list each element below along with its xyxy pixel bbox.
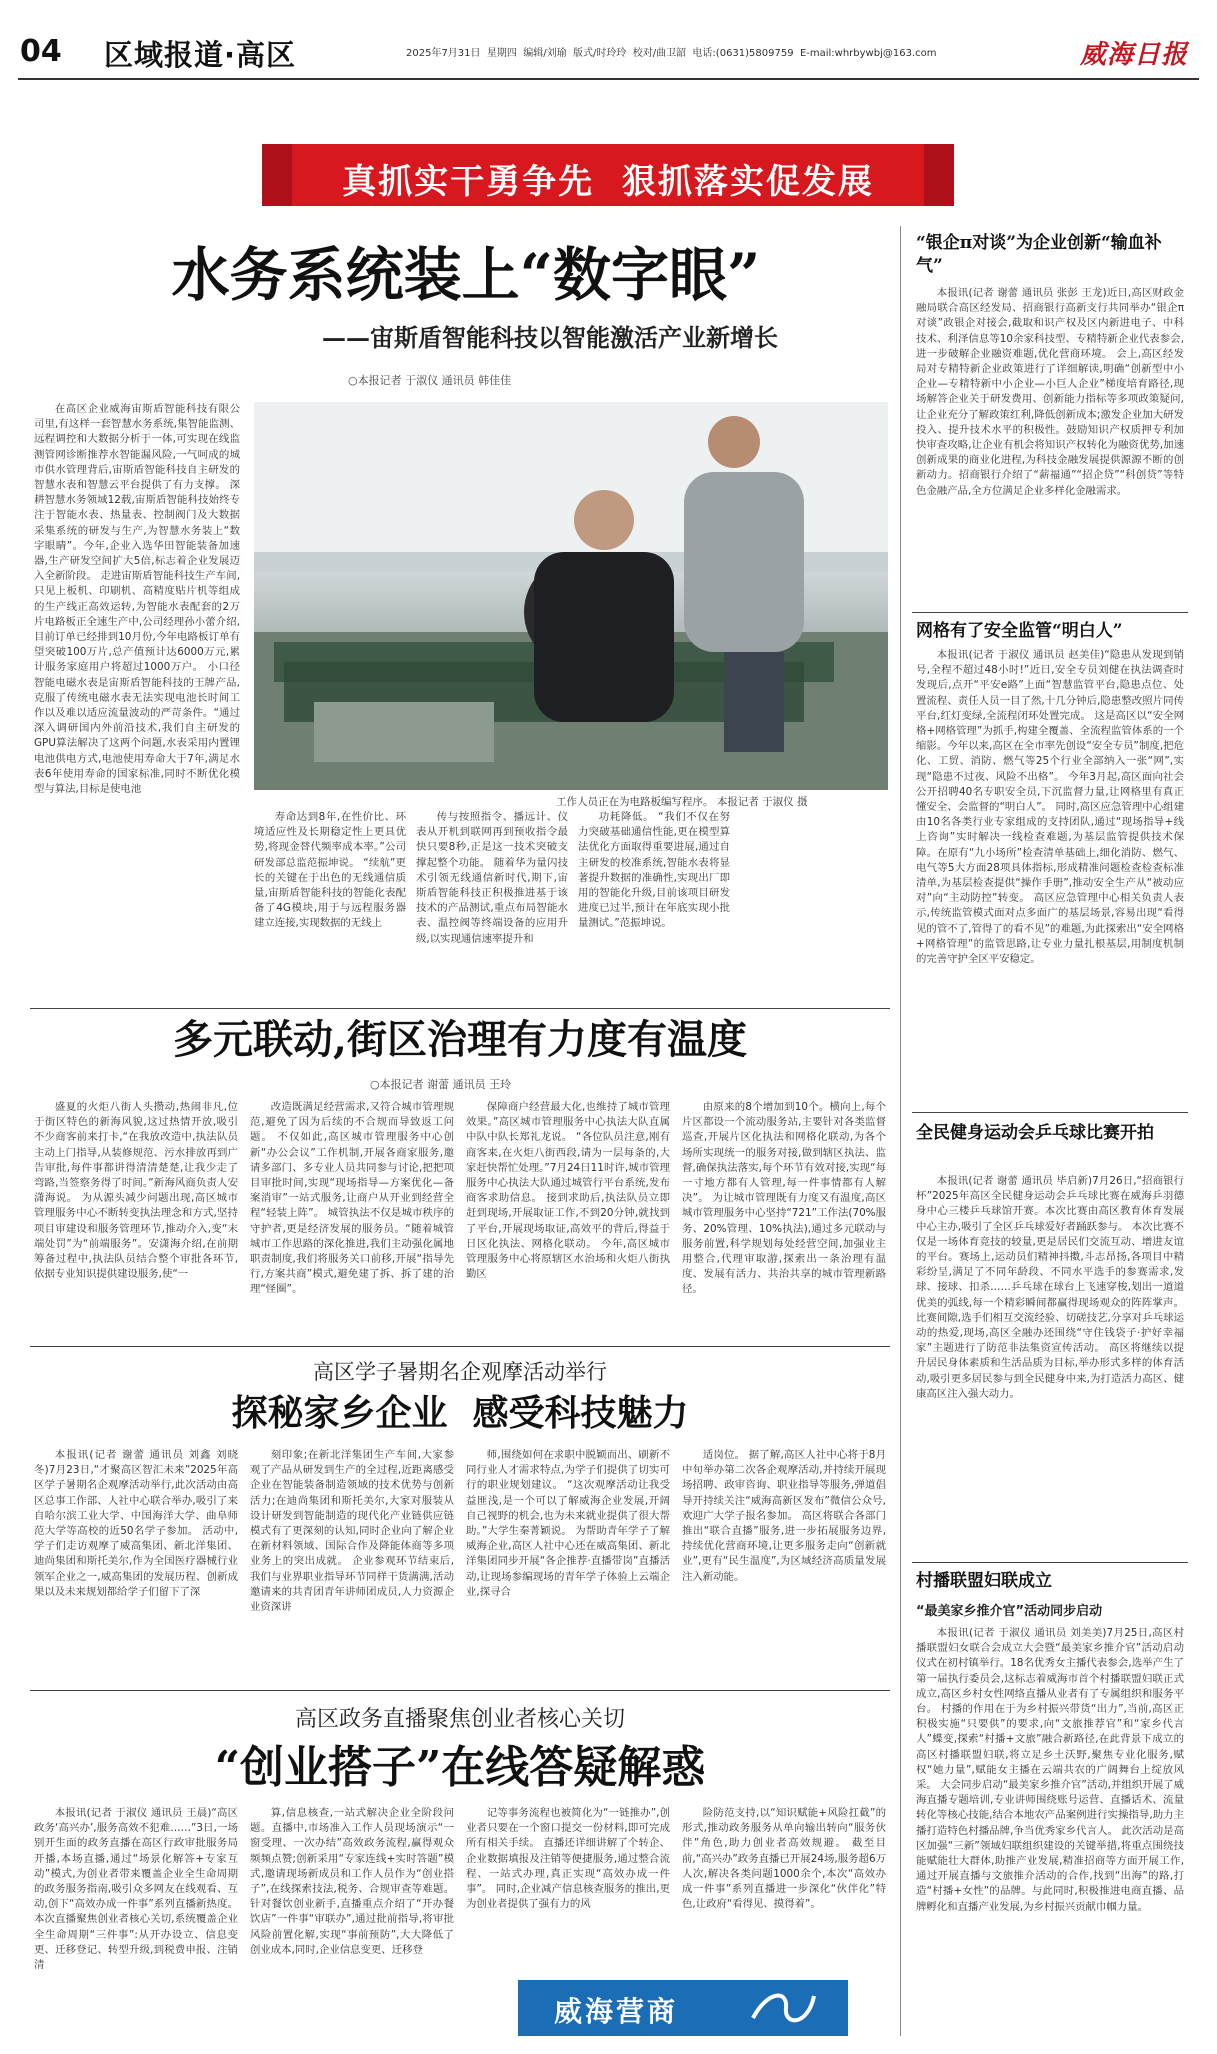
sidebar-story3-title: 全民健身运动会乒乓球比赛开拍 — [916, 1123, 1154, 1143]
article2-headline: 多元联动,街区治理有力度有温度 — [173, 1016, 747, 1063]
logo-swirl — [748, 1988, 818, 2032]
sidebar-story3-body — [916, 1174, 1184, 1556]
lead-col3-text: 传与按照指令、播远计、仪表从开机到联网再到预收指令最快只要8秒,正是这一技术突破支撑起整个功能。 随着华为量闪技术引领无线通信新时代,期下,宙斯盾智能科技正积极推进基于该技术的产品测试,重点布局智能水表、温控阀等终端设备的应用升级,以实现通信速率提升和 — [416, 811, 568, 945]
divider — [912, 612, 1188, 613]
article4-kicker: 高区政务直播聚焦创业者核心关切 — [294, 1707, 625, 1732]
article4-column-2 — [250, 1806, 454, 2046]
article4-col1-text: 本报讯(记者 于淑仪 通讯员 王晨)“高区政务‘高兴办’,服务高效不犯难……”3日,一场别开生面的政务直播在高区行政审批服务局开播,本场直播,通过“场景化解答+专家互动”模式,为创业者带来覆盖企业全生命周期的政务服务指南,吸引众多网友在线观看、互动,创下“高效办成一件事”系列直播新热度。 本次直播聚焦创业者核心关切,系统覆盖企业全生命周期“三件事”:从开办设立、信息变更、迁移登记、转型升级,到税费申报、注销清 — [34, 1807, 238, 1972]
sidebar-story3-text: 本报讯(记者 谢蕾 通讯员 毕启新)7月26日,“招商银行杯”2025年高区全民健身运动会乒乓球比赛在威海乒羽德身中心三楼乒乓球馆开赛。本次比赛由高区教育体育发展中心主办,吸引了全区乒乓球爱好者踊跃参与。 本次比赛不仅是一场体育竞技的较量,更是居民们交流互动、增进友谊的平台。赛场上,运动员们精神抖擞,斗志昂扬,各项目中精彩纷呈,满足了不同年龄段、不同水平选手的参赛需求,发球、接球、扣杀……乒乓球在球台上飞速穿梭,划出一道道优美的弧线,每一个精彩瞬间都赢得现场观众的阵阵掌声。 比赛间隙,选手们相互交流经验、切磋技艺,分享对乒乓球运动的热爱,现场,高区全融办还围绕“守住钱袋子·护好幸福家”主题进行了防范非法集资宣传活动。 高区将继续以提升居民身体素质和生活品质为目标,举办形式多样的体育活动,吸引更多居民参与到全民健身中来,为打造活力高区、健康高区注入强大动力。 — [916, 1175, 1184, 1400]
sidebar-story1-title: “银企π对谈”为企业创新“输血补气” — [916, 233, 1162, 276]
lead-photo — [254, 402, 888, 790]
sidebar-story2-body — [916, 648, 1184, 1106]
sidebar-story2-title: 网格有了安全监管“明白人” — [916, 621, 1123, 641]
lead-col1-text: 在高区企业威海宙斯盾智能科技有限公司里,有这样一套智慧水务系统,集智能监测、远程调控和大数据分析于一体,可实现在线监测管网诊断推荐水智能漏风险,一气呵成的城市供水管理背后,宙斯盾智能科技自主研发的智慧水表和智慧云平台提供了有力支撑。 深耕智慧水务领域12载,宙斯盾智能科技始终专注于智能水表、热量表、控制阀门及大数据采集系统的研发与生产,为智慧水务装上“数字眼睛”。今年,企业入选华田智能装备加速器,生产研发空间扩大5倍,标志着企业发展迈入全新阶段。 走进宙斯盾智能科技生产车间,只见上板机、印刷机、高精度贴片机等组成的生产线正高效运转,为智能水表配套的2万片电路板正全速生产中,公司经理孙小蕾介绍,目前订单已经排到10月份,今年电路板订单有望突破100万片,总产值预计达6000万元,累计服务家庭用户将超过1000万户。 小口径智能电磁水表是宙斯盾智能科技的王牌产品,克服了传统电磁水表无法实现电池长时间工作以及难以适应流量波动的严苛条件。“通过深入调研国内外前沿技术,我们自主研发的GPU算法解决了这两个问题,水表采用内置锂电池供电方式,电池使用寿命大于7年,满足水表6年使用寿命的国家标准,同时不断优化模型与算法,目标是使电池 — [34, 403, 240, 796]
header-meta: 2025年7月31日 星期四 编辑/刘瑜 版式/时玲玲 校对/曲卫韶 电话:(0631)5809759 E-mail:whrbywbj@163.com — [406, 48, 937, 59]
lead-col2-text: 寿命达到8年,在性价比、环境适应性及长期稳定性上更具优势,将现金替代频率成本率。”公司研发部总监范振坤说。 “续航”更长的关键在于出色的无线通信质量,宙斯盾智能科技的智能化表配备了4G模块,用于与远程服务器建立连接,实现数据的无线上 — [254, 811, 406, 930]
photo-caption: 工作人员正在为电路板编写程序。 本报记者 于淑仪 摄 — [556, 796, 808, 808]
article3-column-3 — [466, 1448, 670, 1666]
photo-scene — [254, 402, 888, 790]
article4-column-4 — [682, 1806, 886, 1978]
article3-headline: 探秘家乡企业 感受科技魅力 — [231, 1392, 689, 1434]
article3-kicker: 高区学子暑期名企观摩活动举行 — [313, 1360, 607, 1384]
lead-col4-text: 功耗降低。 “我们不仅在努力突破基础通信性能,更在模型算法优化方面取得重要进展,通过自主研发的校准系统,智能水表将显著提升数据的准确性,实现出厂即用的智能化升级,目前该项目研发进度已过半,预计在年底实现小批量测试。”范振坤说。 — [578, 811, 730, 930]
lead-headline: 水务系统装上“数字眼” — [171, 241, 761, 309]
article3-column-1 — [34, 1448, 238, 1666]
article2-col1-text: 盛夏的火炬八街人头攒动,热闹非凡,位于街区特色的新海风貌,这过热情开放,吸引不少商客前来打卡,“在我放改造中,执法队员主动上门指导,从装修规范、污水排放再到广告审批,每件事都讲得清清楚楚,让我少走了弯路,当签察务得了时间。”新海风商负责人安潇海说。 为从源头减少问题出现,高区城市管理服务中心不断转变执法理念和方式,坚持项目审建设和服务管理环节,推动介入,变“末端处罚”为“前端服务”。安潇海介绍,在前期筹备过程中,执法队员结合整个审批各环节,依据专业知识提供建设服务,使“一 — [34, 1101, 238, 1281]
page-number: 04 — [20, 34, 62, 69]
article2-byline: ○本报记者 谢蕾 通讯员 王玲 — [370, 1078, 512, 1091]
lead-column-4 — [578, 810, 730, 1000]
article3-col1-text: 本报讯(记者 谢蕾 通讯员 刘鑫 刘晓冬)7月23日,“才聚高区智汇未来”2025年高区学子暑期名企观摩活动举行,此次活动由高区总事工作部、人社中心联合举办,吸引了来自哈尔滨工业大学、中国海洋大学、曲阜师范大学等高校的近50名学子参加。 活动中,学子们走访观摩了威高集团、新北洋集团、迪尚集团和斯托美尔,作为全国医疗器械行业领军企业之一,威高集团的发展历程、创新成果以及未来规划都给学子们留下了深 — [34, 1449, 238, 1598]
article4-col4-text: 险防范支持,以“知识赋能+风险扛截”的形式,推动政务服务从单向输出转向“服务伙伴”角色,助力创业者高效规避。 截至目前,“高兴办”政务直播已开展24场,服务超6万人次,解决各类问题1000余个,本次“高效办成一件事”系列直播进一步深化“伙伴化”特色,让政府“看得见、摸得着”。 — [682, 1807, 886, 1911]
sidebar-story1-text: 本报讯(记者 谢蕾 通讯员 张彭 王龙)近日,高区财政金融局联合高区经发局、招商银行高新支行共同举办“银企π对谈”政银企对接会,截取和识产权及区内新进电子、中科技术、利泽信息等10余家科技型、专精特新企业代表参会,进一步破解企业融资难题,优化营商环境。 会上,高区经发局对专精特新企业政策进行了详细解读,明确“创新型中小企业—专精特新中小企业—小巨人企业”梯度培育路径,现场解答企业关于研发费用、创新能力指标等多项政策疑问,让企业充分了解政策红利,降低创新成本;激发企业加大研发投入、提升技术水平的积极性。鼓励知识产权质押专利加快审查攻略,让企业有机会将知识产权转化为融资优势,加速创新成果的商业化进程,为科技金融发展提供源源不断的创新动力。招商银行介绍了“薪福通”“招企贷”“科创贷”等特色金融产品,全方位满足企业多样化金融需求。 — [916, 287, 1184, 497]
article2-col2-text: 改造既满足经营需求,又符合城市管理规范,避免了因为后续的不合规而导致返工问题。 不仅如此,高区城市管理服务中心创新“办公会议”工作机制,开展各商家服务,邀请多部门、多专业人员共同参与讨论,把把项目审批时间,实现“现场指导—方案优化—备案消审”一站式服务,让商户从开业到经营全程“轻装上阵”。 城管执法不仅是城市秩序的守护者,更是经济发展的服务员。“随着城管城市工作思路的深化推进,我们主动强化属地职责制度,我们将服务关口前移,开展“指导先行,方案共商”模式,避免建了拆、拆了建的治理“怪圈”。 — [250, 1101, 454, 1296]
divider — [912, 1112, 1188, 1113]
slogan-banner — [262, 144, 954, 206]
article4-headline: “创业搭子”在线答疑解惑 — [214, 1742, 706, 1793]
business-logo-text: 威海营商 — [554, 1995, 679, 2028]
lead-byline: ○本报记者 于淑仪 通讯员 韩佳佳 — [348, 374, 512, 387]
sidebar-story1-body — [916, 286, 1184, 606]
article3-column-4 — [682, 1448, 886, 1666]
divider — [30, 1690, 890, 1691]
lead-column-1 — [34, 402, 240, 1000]
page-header — [0, 0, 1217, 78]
article2-column-2 — [250, 1100, 454, 1310]
sidebar-story4-title: 村播联盟妇联成立 — [916, 1571, 1052, 1591]
divider — [30, 1346, 890, 1347]
lead-column-2 — [254, 810, 406, 1000]
article2-column-1 — [34, 1100, 238, 1310]
article4-col3-text: 记等事务流程也被简化为“一链推办”,创业者只要在一个窗口提交一份材料,即可完成所有相关手续。 直播还详细讲解了个转企、企业数据填报及注销等便捷服务,通过整合流程、一站式办理,真正实现“高效办成一件事”。 同时,企业减产信息核查服务的推出,更为创业者提供了强有力的风 — [466, 1807, 670, 1911]
sidebar-story2-text: 本报讯(记者 于淑仪 通讯员 赵美佳)“隐患从发现到销号,全程不超过48小时!”近日,安全专员刘健在执法调查时发现后,点开“平安e路”上面“智慧监管平台,隐患点位、处置流程、责任人员一目了然,十几分钟后,隐患整改照片同传平台,红灯变绿,全流程闭环处置完成。 这是高区以“安全网格+网格管理”为抓手,构建全覆盖、全流程监管体系的一个缩影。今年以来,高区在全市率先创设“安全专员”制度,把危化、工贸、消防、燃气等25个行业全部纳入一张“网”,实现“隐患不过夜、风险不出格”。 今年3月起,高区面向社会公开招聘40名专职安全员,下沉监督力量,让网格里有真正懂安全、会监督的“明白人”。 同时,高区应急管理中心组建由10名各类行业专家组成的支持团队,通过“现场指导+线上咨询”实时解决一线检查难题,为基层监管提供技术保障。在原有“九小场所”检查清单基础上,细化消防、燃气、电气等5大方面28项具体指标,形成精准问题检查检查标准清单,为基层检查提供“操作手册”,推动安全生产从“被动应对”向“主动防控”转变。 高区应急管理中心相关负责人表示,传统监管模式面对点多面广的基层场景,容易出现“看得见的管不了,管得了的看不见”的难题,为此探索出“安全网格+网格管理”的监管思路,让专业力量扎根基层,用制度机制的完善守护全区平安稳定。 — [916, 649, 1184, 966]
article4-col2-text: 算,信息核查,一站式解决企业全阶段问题。直播中,市场准入工作人员现场演示“一窗受理、一次办结”高效政务流程,赢得观众频频点赞;创新采用“专家连线+实时答题”模式,邀请现场新成员和工作人员作为“创业搭子”,在线探索技法,税务、合规审查等难题。 针对餐饮创业新手,直播重点介绍了“开办餐饮店”一件事“审联办”,通过批前指导,将审批风险前置化解,实现“事前预防”,大大降低了创业成本,同时,企业信息变更、迁移登 — [250, 1807, 454, 1956]
article2-column-4 — [682, 1100, 886, 1310]
article2-col4-text: 由原来的8个增加到10个。横向上,每个片区都设一个流动服务站,主要针对各类监督巡查,开展片区化执法和网格化联动,为各个场所实现统一的服务对接,做到辖区执法、监督,确保执法落实,每个环节有效对接,实现“每一寸地方都有人管理,每一件事情都有人解决”。 为让城市管理既有力度又有温度,高区城市管理服务中心坚持“721”工作法(70%服务、20%管理、10%执法),通过多元联动与服务前置,科学规划每处经营空间,加强业主用整合,代理审取游,探索出一条治理有温度、发展有活力、共治共享的城市管理新路径。 — [682, 1101, 886, 1296]
article3-column-2 — [250, 1448, 454, 1666]
section-name: 区域报道·高区 — [104, 38, 297, 72]
article4-column-1 — [34, 1806, 238, 2046]
sidebar-story4-text: 本报讯(记者 于淑仪 通讯员 刘美美)7月25日,高区村播联盟妇女联合会成立大会暨“最美家乡推介官”活动启动仪式在初村镇举行。18名优秀女主播代表参会,选举产生了第一届执行委员会,这标志着威海市首个村播联盟妇联正式成立,高区乡村女性网络直播从业者有了专属组织和服务平台。 村播的作用在于为乡村振兴带货“出力”,当前,高区正积极实施“只要供”的要求,向“文旅推荐官”和“家乡代言人”蝶变,探索“村播+文旅”融合新路径,在此背景下成立的高区村播联盟妇联,将立足乡土沃野,聚焦专业化服务,赋权“她力量”,赋能女主播在云端共农的广阔舞台上绽放风采。 大会同步启动“最美家乡推介官”活动,并组织开展了威海直播专题培训,专业讲师围绕账号运营、直播话术、流量转化等核心技能,结合本地农产品案例进行实操指导,助力主播打造特色村播品牌,争当优秀家乡代言人。 此次活动是高区加强“三新”领域妇联组织建设的关键举措,将重点围绕技能赋能壮大群体,助推产业发展,精准招商等方面开展工作,通过开展直播与文旅推介活动的合作,找到“出海”的路,打造“村播+女性”的品牌。与此同时,积极推进电商直播、品牌孵化和直播产业发展,为乡村振兴贡献巾帼力量。 — [916, 1627, 1184, 1913]
article3-col2-text: 刻印象;在新北洋集团生产车间,大家参观了产品从研发到生产的全过程,近距离感受企业在智能装备制造领域的技术优势与创新活力;在迪尚集团和斯托美尔,大家对服装从设计研发到智能制造的现代化产业链供应链模式有了更深刻的认知,同时企业向了解企业在新材料领域、国际合作及降能体商等多项业务上的突出成就。 企业参观环节结束后,我们与业界职业指导环节同样干货满满,活动邀请来的共青团青年讲师团成员,人力资源企业资深讲 — [250, 1449, 454, 1614]
sidebar-story4-body — [916, 1626, 1184, 2046]
masthead-logo: 威海日报 — [1080, 40, 1189, 70]
banner-slogan: 真抓实干勇争先 狠抓落实促发展 — [342, 162, 874, 202]
lead-column-3 — [416, 810, 568, 1000]
divider — [30, 1008, 890, 1009]
divider — [912, 1562, 1188, 1563]
article3-col4-text: 适岗位。 据了解,高区人社中心将于8月中旬举办第二次各企观摩活动,并持续开展现场招聘、政审咨询、职业指导等服务,弹道倡导开持续关注“威海高新区发布”微信公众号,欢迎广大学子报名参加。 高区将联合各部门推出“联合直播”服务,进一步拓展服务边界,持续优化营商环境,让更多服务走向“创新就业”,更有“民生温度”,为区域经济高质量发展注入新动能。 — [682, 1449, 886, 1583]
sidebar-divider — [900, 226, 901, 2036]
article2-column-3 — [466, 1100, 670, 1310]
lead-subheadline: ——宙斯盾智能科技以智能激活产业新增长 — [322, 323, 778, 352]
business-logo-box — [518, 1980, 848, 2036]
header-rule — [18, 78, 1199, 80]
article4-column-3 — [466, 1806, 670, 1978]
article2-col3-text: 保障商户经营最大化,也维持了城市管理效果。”高区城市管理服务中心执法大队直属中队中队长郑礼龙说。 “各位队员注意,刚有商客来,在火炬八街西段,请为一层每条的,大家赶快帮忙处理。”7月24日11时许,城市管理服务中心执法大队通过城管行平台系统,发布商客求助信息。 接到求助后,执法队员立即赶到现场,开展取证工作,不到20分钟,就找到了平台,开展现场取证,高效平的背后,得益于日区化执法、网格化联动。 今年,高区城市管理服务中心将原辖区水治场和火炬八街执勤区 — [466, 1101, 670, 1281]
sidebar-story4-subtitle: “最美家乡推介官”活动同步启动 — [916, 1604, 1103, 1619]
article3-col3-text: 师,围绕如何在求职中脱颖而出、刷新不同行业人才需求特点,为学子们提供了切实可行的职业规划建议。 “这次观摩活动让我受益匪浅,是一个可以了解威海企业发展,开阔自己视野的机会,也为未来就业提供了很大帮助。”大学生秦菁颖说。 为帮助青年学子了解威海企业,高区人社中心还在威高集团、新北洋集团同步开展“各企推荐·直播带岗”直播活动,让现场参编现场的青年学子体验上云端企业,探寻合 — [466, 1449, 670, 1598]
